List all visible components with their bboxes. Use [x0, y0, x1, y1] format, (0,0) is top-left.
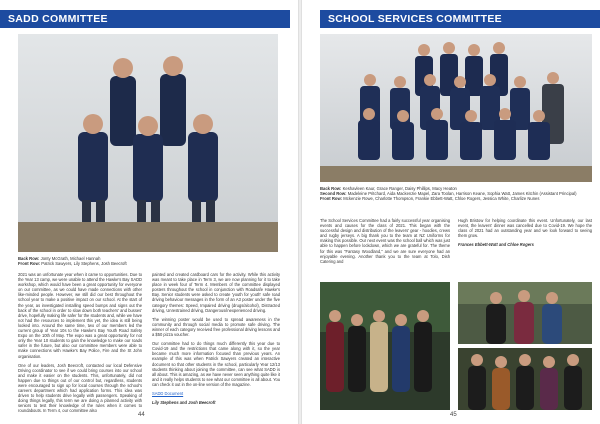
ball-photo-group — [320, 282, 450, 410]
caption-back-row-names: Keshavleen Kaur, Grace Ranger, Daisy Phillips, Macy Heaton — [342, 186, 457, 191]
school-services-committee-photo — [320, 34, 592, 182]
caption-front-row-label: Front Row: — [320, 196, 343, 202]
ball-photo-bottom-right — [458, 348, 592, 410]
sadd-committee-photo — [18, 34, 278, 252]
sadd-article-column-2 — [152, 272, 280, 409]
caption-second-row-label: Second Row: — [320, 191, 347, 197]
paragraph: The School Services Committee had a fairly successful year organising events and causes for the class of 2021. This began with the successful design and distribution of the leavers' gear - hoodies, crews and rugby jerseys. A big thank you to the team at NZ Uniforms for making this possible. Our next event was the school ball which was just able to happen before lockdown, which we are grateful for. The theme for this was "Fantasy Woodland," and we are sure everyone had an enjoyable evening. Another thank you to the team at Tolo, Dish Catering and — [320, 218, 450, 264]
caption-front-row-names: Patrick Sawyers, Lily Stephens, Josh Beecroft — [41, 261, 127, 267]
page-left — [0, 0, 298, 424]
caption-back-row-label: Back Row: — [320, 186, 342, 191]
paragraph: painted and created cardboard cars for the activity. While this activity was meant to take place in Term 3, we are now planning for it to take place in week four of Term 4. Members of the committee displayed posters throughout the school in conjunction with Roadsafe Hawke's Bay. Senior students were asked to create 'youth for youth' safe road driving behaviour messages in the form of an A3 poster under the five category themes: Speed, Impaired driving (drugs/alcohol), Distracted driving, Unrestrained driving, Dangerous/inexperienced driving. — [152, 272, 280, 313]
paragraph: The winning poster would be used to spread awareness in the community and through social media to promote safe driving. The winner of each category received free professional driving lessons and a $50 pizza voucher. — [152, 316, 280, 338]
sadd-document-link[interactable]: SADD Document — [152, 390, 184, 396]
caption-back-row-label: Back Row: — [18, 256, 40, 261]
paragraph: Our committee had to do things much differently this year due to Covid-19 and the restrictions that came along with it, so the year became much more information focused than previous years. An example of this was when Patrick Sawyers created an interactive document so that other students in the school, particularly Year 12/13 students thinking about joining the committee, can see what SADD is all about. This is amazing, as we have never seen anything quite like it and it really helps students to see what our committee is all about. You can check it out in the on-line version of the magazine. — [152, 341, 280, 387]
article-signature: Lily Stephens and Josh Beecroft — [152, 400, 216, 406]
page-number: 45 — [450, 412, 457, 418]
caption-back-row-names: Jonty McGrath, Michael Hannah — [40, 256, 101, 261]
paragraph: One of our leaders, Josh Beecroft, contacted our local Defensive Driving coordinator to see if we could bring courses into our school and make it easier on the students. This, unfortunately, did not happen due to things out of our control but, regardless, students were encouraged to sign up for local courses through the school's careers department which had application forms. This idea was driven to help students drive legally with passengers. Speaking of doing things legally, this term we are doing a planned activity with seniors to test their knowledge of the rules when it comes to roundabouts. In Term 4, our committee also — [18, 362, 142, 414]
caption-front-row-names: Mckenzie Rowe, Charlotte Thompson, Frankie Ebbett-Watt, Chloe Rogers, Jessica White, Charlize Nunes — [343, 196, 540, 202]
sadd-committee-heading: SADD COMMITTEE — [0, 10, 290, 28]
page-right — [302, 0, 600, 424]
caption-front-row-label: Front Row: — [18, 261, 41, 267]
ball-photo-top-right — [458, 282, 592, 344]
school-services-article-column-1 — [320, 218, 450, 268]
article-signature: Frances Ebbett-Watt and Chloe Rogers — [458, 242, 534, 248]
school-services-photo-caption — [320, 186, 592, 202]
page-number: 44 — [138, 412, 145, 418]
sadd-photo-caption — [18, 256, 278, 266]
paragraph: 2021 was an unfortunate year when it came to opportunities. Due to the Year 13 camp, we were unable to attend the Hawke's Bay SADD workshop, which would have been a great opportunity for everyone on our committee, as we could have made connections with other like-minded people. However, we still did our best throughout the school year to make a positive impact on our school. At the start of the year, as investigated installing speed bumps and signs out the back of the school in order to slow down both teachers' and busses' drive, hopefully making life safer for the students and, while we have not had the resources to implement this yet, the idea is still being looked into. Around the same time, two of our members led the current group of Year 10s to the Hawke's Bay Youth Road Safety Expo on the 10th of May. The expo was a great opportunity for not only the Year 10 students to gain the knowledge to make our roads safer in the future, but also our committee members were able to make connections with Hawke's Bay Police, Fire and the St John organisation. — [18, 272, 142, 359]
school-services-article-column-2 — [458, 218, 592, 251]
caption-second-row-names: Madeleine Pritchard, Aida Mackenzie Mapel, Zara Toolan, Harrison Keane, Sophia Watt, James Kitchin (Assistant Principal) — [347, 191, 577, 197]
sadd-article-column-1 — [18, 272, 142, 418]
school-services-committee-heading: SCHOOL SERVICES COMMITTEE — [320, 10, 600, 28]
paragraph: Hugh Bristow for helping coordinate this event. Unfortunately, our last event, the leavers' dinner was cancelled due to Covid-19. We hope the class of 2021 had an outstanding year and we look forward to seeing them grow. — [458, 218, 592, 239]
